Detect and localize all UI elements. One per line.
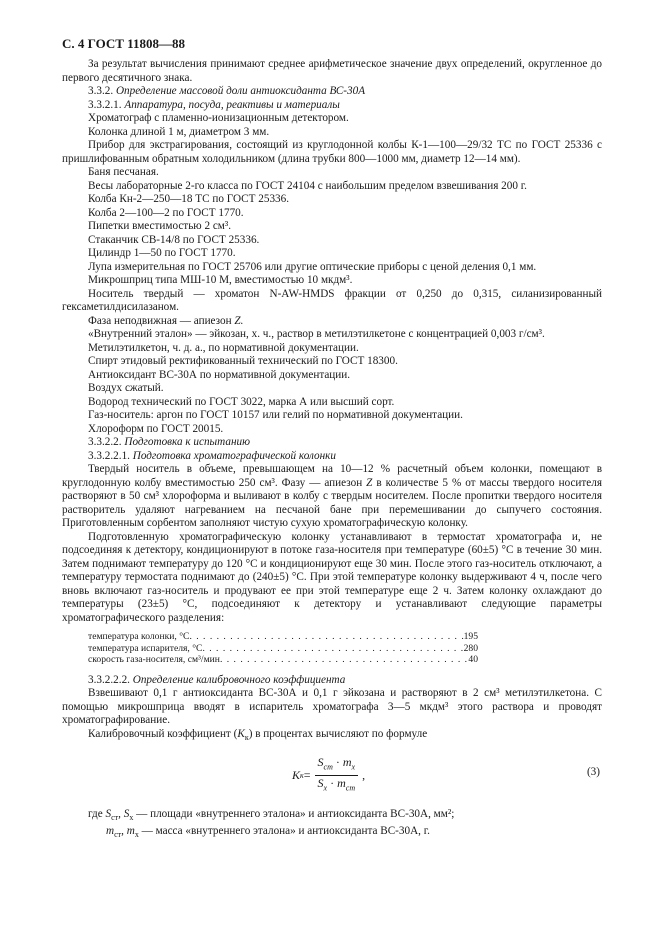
parameter-row [88,631,478,643]
dot-leader [220,654,468,666]
dot-leader [202,643,463,655]
parameter-row [88,654,478,666]
list-item: Колонка длиной 1 м, диаметром 3 мм. [88,125,270,138]
parameter-list [88,631,602,666]
section-number: 3.3.2. [88,85,114,97]
symbol: m [337,776,346,791]
list-item: Цилиндр 1—50 по ГОСТ 1770. [88,247,236,259]
parameter-value: 40 [468,654,478,665]
list-item: Антиоксидант ВС-30А по нормативной документации. [88,368,351,381]
parameter-value: 195 [463,631,478,642]
text-run: Твердый носитель в объеме, превышающем на 10—12 % расчетный объем колонки, помещают в круглодонную колбу вместимостью 250 см³. Фазу — апиезон [62,463,602,489]
list-item: Хлороформ по ГОСТ 20015. [88,422,224,435]
text-run: Фаза неподвижная — апиезон [88,314,235,327]
paragraph: Взвешивают 0,1 г антиоксиданта ВС-30А и 0,1 г эйкозана и растворяют в 2 см³ метилэтилкетона. С помощью микрошприца вводят в испаритель хроматографа 3—5 мкдм³ этого раствора и проводят хроматографирование. [62,687,602,726]
dot-leader [189,631,463,643]
symbol: S [105,808,112,821]
paragraph: Подготовленную хроматографическую колонку устанавливают в термостат хроматографа и, не подсоединяя к детектору, кондиционируют в потоке газа-носителя при температуре (60±5) °С в течение 30 мин. Затем поднимают температуру до 120 °С и кондиционируют еще 30 мин. После этого газ-носитель отключают, а температуру термостата поднимают до (240±5) °С. При этой температуре колонку выдерживают 4 ч, после чего вновь включают газ-носитель и продувают ее при этой температуре еще 2 ч. Затем колонку охлаждают до температуры (23±5) °С, подсоединяют к детектору и устанавливают следующие параметры хроматографического разделения: [62,530,602,624]
section-heading [62,436,602,450]
section-heading [62,674,602,688]
subscript: х [134,830,139,840]
page-header: С. 4 ГОСТ 11808—88 [62,36,185,51]
list-item: Лупа измерительная по ГОСТ 25706 или другие оптические приборы с ценой деления 0,1 мм. [88,260,537,273]
symbol: S [317,776,324,791]
paragraph: За результат вычисления принимают среднее арифметическое значение двух определений, округленное до первого десятичного знака. [62,58,602,84]
subscript: к [244,732,249,742]
symbol: S [317,755,324,770]
text-run-italic: K [237,727,245,740]
parameter-row [88,643,478,655]
formula-legend [62,808,602,841]
list-item: Водород технический по ГОСТ 3022, марка А или высший сорт. [88,395,395,408]
subscript: х [351,762,356,772]
formula-fraction [315,756,359,795]
text-run: в количестве 5 % от массы твердого носителя растворяют в 50 см³ хлороформа и выливают в колбу с твердым носителем. После пропитки твердого носителя растворитель удаляют нагреванием на песчаной бане при перемешивании до сыпучего состояния. Приготовленным сорбентом заполняют чистую сухую хроматографическую колонку. [62,476,602,529]
text-run: , [118,808,124,821]
list-item: Колба 2—100—2 по ГОСТ 1770. [88,206,244,219]
text-run: — площади «внутреннего эталона» и антиоксиданта ВС-30А, мм²; [133,808,455,821]
subscript: х [129,813,134,823]
list-item: Воздух сжатый. [88,382,164,394]
section-title: Определение массовой доли антиоксиданта ВС-30А [115,85,366,97]
list-item: Носитель твердый — хроматон N-AW-HMDS фракции от 0,250 до 0,315, силанизированный гексаметилдисилазаном. [62,287,602,313]
operator: · [332,755,343,770]
symbol: m [126,824,135,837]
list-item: Микрошприц типа МШ-10 М, вместимостью 10 мкдм³. [88,274,353,286]
text-run: где [88,808,106,821]
text-run-italic: Z. [234,314,244,327]
parameter-label: температура колонки, °С [88,631,190,642]
section-number: 3.3.2.2.2. [88,673,130,686]
parameter-label: скорость газа-носителя, см³/мин [88,654,220,665]
section-number: 3.3.2.2.1. [88,449,130,462]
document-body [62,58,602,842]
formula [292,756,365,795]
section-title: Подготовка к испытанию [124,436,250,448]
subscript: ст [345,783,356,793]
list-item: Стаканчик СВ-14/8 по ГОСТ 25336. [88,233,260,246]
text-run: — масса «внутреннего эталона» и антиоксиданта ВС-30А, г. [138,824,430,837]
list-item: Метилэтилкетон, ч. д. а., по нормативной документации. [88,341,359,354]
list-item: Колба Кн-2—250—18 ТС по ГОСТ 25336. [88,193,290,205]
section-number: 3.3.2.2. [88,436,122,448]
symbol: m [342,755,352,770]
fraction-denominator [315,776,359,795]
formula-lhs: K [292,767,301,782]
formula-number: (3) [586,766,600,779]
section-heading [62,99,602,113]
subscript: ст [114,830,122,840]
text-run: , [121,824,127,837]
list-item: Хроматограф с пламенно-ионизационным детектором. [88,112,349,124]
section-heading [62,450,602,464]
text-run: ) в процентах вычисляют по формуле [248,727,428,740]
list-item: Прибор для экстрагирования, состоящий из круглодонной колбы К-1—100—29/32 ТС по ГОСТ 25336 с пришлифованным обратным холодильником (длина трубки 800—1000 мм, диаметр 12—14 мм). [62,139,602,165]
list-item [62,315,602,329]
parameter-value: 280 [463,642,478,654]
paragraph [62,463,602,531]
fraction-numerator [315,756,359,776]
list-item: Пипетки вместимостью 2 см³. [88,220,232,232]
legend-line [62,825,602,842]
section-title: Аппаратура, посуда, реактивы и материалы [124,98,340,111]
text-run: Калибровочный коэффициент ( [88,727,238,740]
formula-block [62,752,602,798]
section-title: Подготовка хроматографической колонки [132,449,337,462]
section-title: Определение калибровочного коэффициента [132,673,346,686]
parameter-label: температура испарителя, °С [88,642,203,654]
subscript: х [323,783,328,793]
legend-line [62,808,602,825]
operator: · [327,776,338,791]
formula-tail: , [362,767,366,782]
paragraph [62,728,602,745]
section-number: 3.3.2.1. [88,98,122,111]
section-heading [62,85,602,99]
list-item: «Внутренний эталон» — эйкозан, х. ч., раствор в метилэтилкетоне с концентрацией 0,003 г/см³. [88,328,545,340]
symbol: S [123,808,130,821]
formula-lhs-sub: к [300,770,304,780]
list-item: Спирт этидовый ректификованный технический по ГОСТ 18300. [88,355,398,367]
text-run-italic: Z [366,476,373,489]
list-item: Баня песчаная. [88,166,159,178]
list-item: Газ-носитель: аргон по ГОСТ 10157 или гелий по нормативной документации. [88,409,463,421]
subscript: ст [323,762,333,772]
list-item: Весы лабораторные 2-го класса по ГОСТ 24104 с наибольшим пределом взвешивания 200 г. [88,179,527,192]
subscript: ст [111,813,119,823]
symbol: m [106,824,115,837]
formula-equals: = [303,767,311,782]
